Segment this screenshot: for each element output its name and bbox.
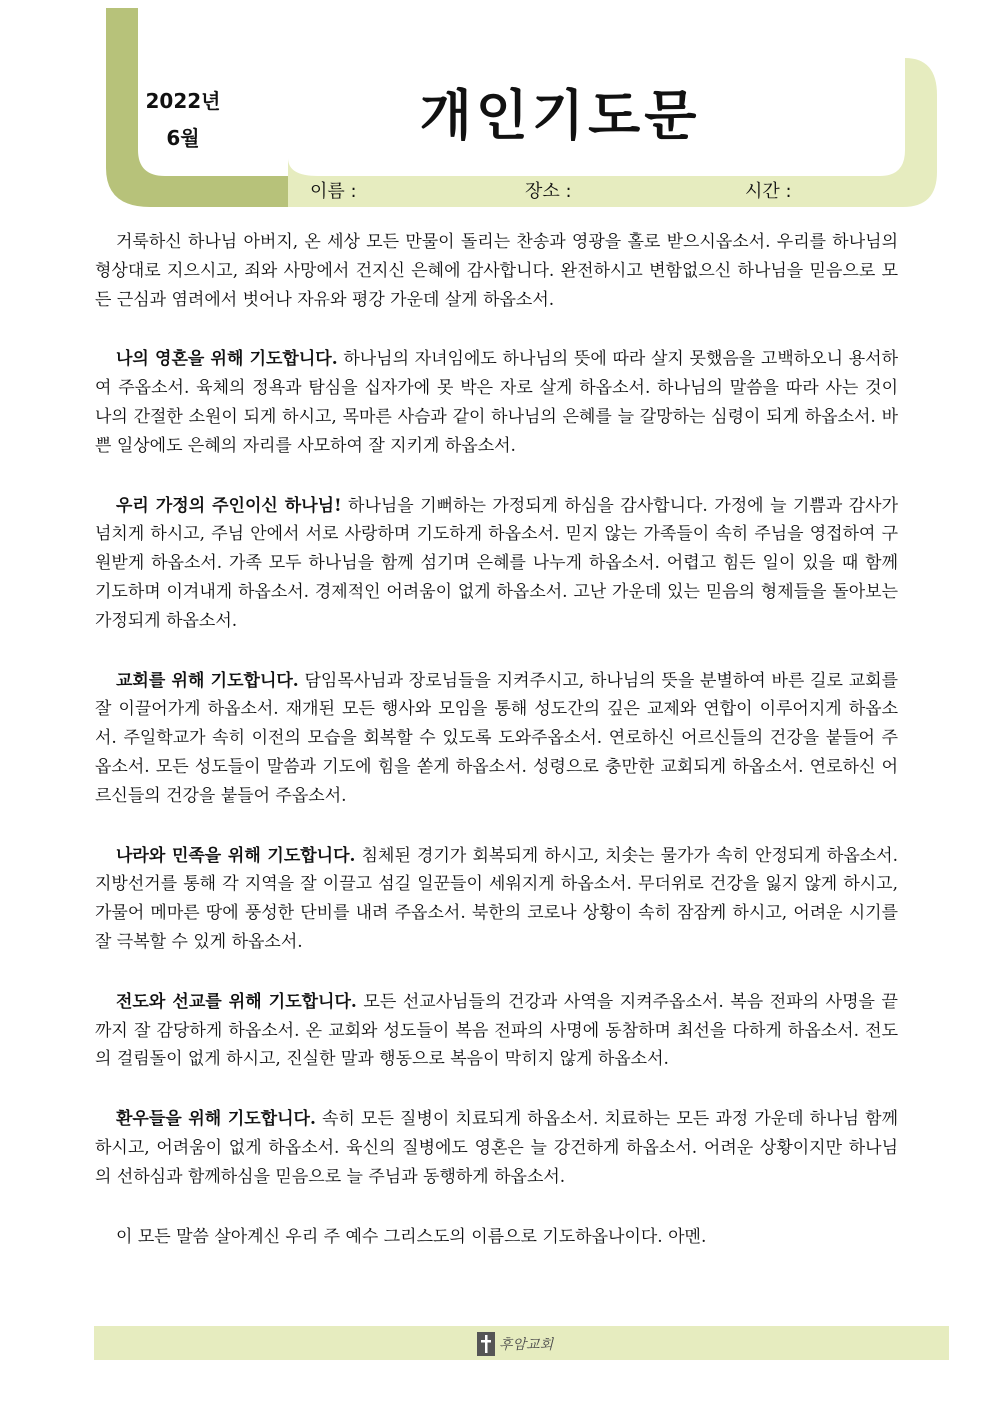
prayer-body	[95, 228, 898, 1282]
paragraph-heading: 교회를 위해 기도합니다.	[116, 670, 299, 691]
place-field-label: 장소 :	[525, 181, 572, 202]
paragraph-church	[95, 667, 898, 811]
paragraph-heading: 환우들을 위해 기도합니다.	[116, 1109, 316, 1130]
name-field-label: 이름 :	[310, 181, 357, 202]
paragraph-patients	[95, 1105, 898, 1191]
paragraph-text: 하나님을 기뻐하는 가정되게 하심을 감사합니다. 가정에 늘 기쁨과 감사가 넘치게 하시고, 주님 안에서 서로 사랑하며 기도하게 하옵소서. 믿지 않는 가족들이 속히 주님을 영접하여 구원받게 하옵소서. 가족 모두 하나님을 함께 섬기며 은혜를 나누게 하옵소서. 어렵고 힘든 일이 있을 때 함께 기도하며 이겨내게 하옵소서. 경제적인 어려움이 없게 하옵소서. 고난 가운데 있는 믿음의 형제들을 돌아보는 가정되게 하옵소서.	[95, 495, 898, 631]
paragraph-text: 담임목사님과 장로님들을 지켜주시고, 하나님의 뜻을 분별하여 바른 길로 교회를 잘 이끌어가게 하옵소서. 재개된 모든 행사와 모임을 통해 성도간의 깊은 교제와 연합이 이루어지게 하옵소서. 주일학교가 속히 이전의 모습을 회복할 수 있도록 도와주옵소서. 연로하신 어르신들의 건강을 붙들어 주옵소서. 모든 성도들이 말씀과 기도에 힘을 쏟게 하옵소서. 성령으로 충만한 교회되게 하옵소서. 연로하신 어르신들의 건강을 붙들어 주옵소서.	[95, 670, 898, 806]
paragraph-opening	[95, 228, 898, 314]
paragraph-heading: 전도와 선교를 위해 기도합니다.	[116, 991, 357, 1012]
paragraph-text: 침체된 경기가 회복되게 하시고, 치솟는 물가가 속히 안정되게 하옵소서. 지방선거를 통해 각 지역을 잘 이끌고 섬길 일꾼들이 세워지게 하옵소서. 무더위로 건강을 잃지 않게 하시고, 가물어 메마른 땅에 풍성한 단비를 내려 주옵소서. 북한의 코로나 상황이 속히 잠잠케 하시고, 어려운 시기를 잘 극복할 수 있게 하옵소서.	[95, 845, 898, 952]
paragraph-text: 속히 모든 질병이 치료되게 하옵소서. 치료하는 모든 과정 가운데 하나님 함께 하시고, 어려움이 없게 하옵소서. 육신의 질병에도 영혼은 늘 강건하게 하옵소서. 어려운 상황이지만 하나님의 선하심과 함께하심을 믿음으로 늘 주님과 동행하게 하옵소서.	[95, 1109, 898, 1187]
paragraph-mission	[95, 988, 898, 1074]
paragraph-heading: 나라와 민족을 위해 기도합니다.	[116, 845, 356, 866]
paragraph-soul	[95, 345, 898, 460]
paragraph-text: 하나님의 자녀임에도 하나님의 뜻에 따라 살지 못했음을 고백하오니 용서하여 주옵소서. 육체의 정욕과 탐심을 십자가에 못 박은 자로 살게 하옵소서. 하나님의 말씀을 따라 사는 것이 나의 간절한 소원이 되게 하시고, 목마른 사슴과 같이 하나님의 은혜를 늘 갈망하는 심령이 되게 하옵소서. 바쁜 일상에도 은혜의 자리를 사모하여 잘 지키게 하옵소서.	[95, 349, 898, 456]
page-title: 개인기도문	[419, 84, 701, 147]
paragraph-text: 거룩하신 하나님 아버지, 온 세상 모든 만물이 돌리는 찬송과 영광을 홀로 받으시옵소서. 우리를 하나님의 형상대로 지으시고, 죄와 사망에서 건지신 은혜에 감사합니다. 완전하시고 변함없으신 하나님을 믿음으로 모든 근심과 염려에서 벗어나 자유와 평강 가운데 살게 하옵소서.	[95, 232, 898, 310]
paragraph-heading: 우리 가정의 주인이신 하나님!	[116, 495, 342, 516]
cross-icon	[477, 1332, 495, 1356]
paragraph-heading: 나의 영혼을 위해 기도합니다.	[116, 349, 338, 370]
time-field-label: 시간 :	[745, 181, 792, 202]
year-label: 2022년	[145, 89, 221, 113]
church-logo	[477, 1331, 553, 1357]
paragraph-nation	[95, 842, 898, 957]
month-label: 6월	[166, 126, 200, 150]
paragraph-text: 모든 선교사님들의 건강과 사역을 지켜주옵소서. 복음 전파의 사명을 끝까지 잘 감당하게 하옵소서. 온 교회와 성도들이 복음 전파의 사명에 동참하며 최선을 다하게 하옵소서. 전도의 걸림돌이 없게 하시고, 진실한 말과 행동으로 복음이 막히지 않게 하옵소서.	[95, 991, 898, 1070]
paragraph-family	[95, 492, 898, 636]
logo-text: 후암교회	[499, 1337, 554, 1353]
paragraph-closing: 이 모든 말씀 살아계신 우리 주 예수 그리스도의 이름으로 기도하옵나이다. 아멘.	[116, 1226, 707, 1247]
